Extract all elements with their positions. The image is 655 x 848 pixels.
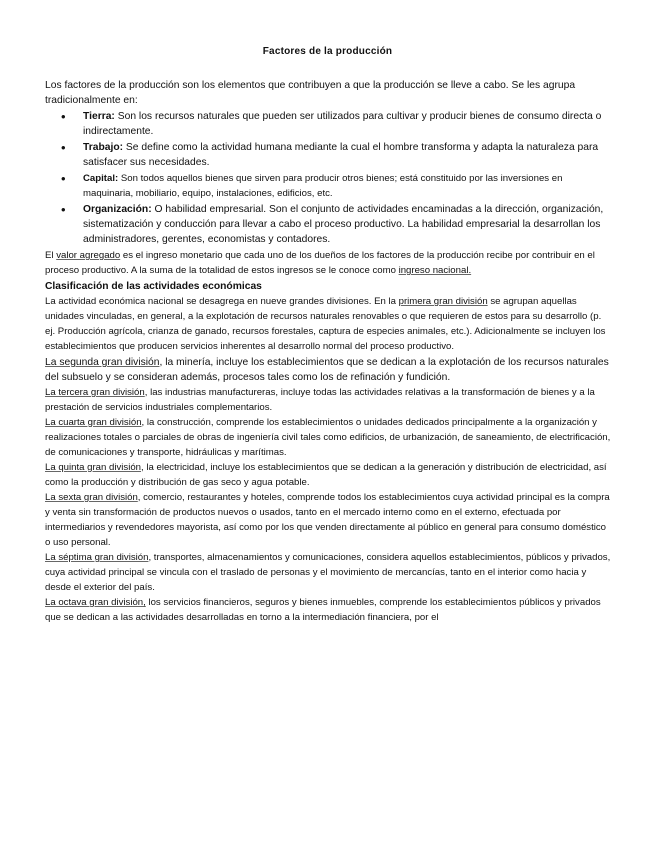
division-text: , la minería, incluye los establecimientos que se dedican a la explotación de los recursos naturales del subsuelo y se consideran además, procesos tales como los de refinación y fundición. xyxy=(45,357,609,383)
division-text: , comercio, restaurantes y hoteles, comprende todos los establecimientos cuya actividad principal es la compra y venta sin transformación de productos nuevos o usados, tanto en el mercado interno como en el externo, efectuada por intermediarios y revendedores mayorista, así como por los que venden directamente al público en general para consumo doméstico o uso personal. xyxy=(45,492,610,548)
division-text: , las industrias manufactureras, incluye todas las actividades relativas a la transformación de bienes y a la prestación de servicios industriales complementarios. xyxy=(45,387,595,413)
division-text: , transportes, almacenamientos y comunicaciones, considera aquellos establecimientos, públicos y privados, cuya actividad principal se vincula con el traslado de personas y el movimiento de mercancías, tanto en el interior como hacia y desde el exterior del país. xyxy=(45,552,611,593)
document-body xyxy=(45,78,611,625)
text-run: es el ingreso monetario que cada uno de los dueños de los factores de la producción recibe por contribuir en el proceso productivo. A la suma de la totalidad de estos ingresos se le conoce como xyxy=(45,250,595,276)
division-term: La sexta gran división xyxy=(45,492,138,503)
valor-agregado-term: valor agregado xyxy=(56,250,121,261)
factor-term: Capital: xyxy=(83,173,119,184)
text-run: se agrupan aquellas unidades vinculadas, en general, a la explotación de recursos naturales renovables o que requieren de estos para su desarrollo (p. ej. Producción agrícola, crianza de ganado, recursos forestales, captura de especies animales, etc.). Adicionalmente se incluyen los establecimientos que producen servicios inherentes al desarrollo normal del proceso productivo. xyxy=(45,296,606,352)
factor-text: Se define como la actividad humana mediante la cual el hombre transforma y adapta la naturaleza para satisfacer sus necesidades. xyxy=(83,142,599,168)
valor-agregado-paragraph xyxy=(45,248,611,278)
division-term: La octava gran división, xyxy=(45,597,146,608)
classification-heading: Clasificación de las actividades económicas xyxy=(45,281,262,292)
division-paragraph-octava xyxy=(45,595,611,625)
division-term: La tercera gran división xyxy=(45,387,145,398)
factor-item-organizacion xyxy=(83,202,611,247)
factor-item-capital xyxy=(83,171,611,201)
division-text: , la construcción, comprende los establecimientos o unidades dedicados principalmente a la organización y realizaciones totales o parciales de obras de ingeniería civil tales como edificios, de urbanización, de saneamiento, de electrificación, de comunicaciones y transporte, hidráulicas y marítimas. xyxy=(45,417,611,458)
division-text: los servicios financieros, seguros y bienes inmuebles, comprende los establecimientos públicos y privados que se dedican a las actividades desarrolladas en torno a la intermediación financiera, por el xyxy=(45,597,601,623)
factor-text: O habilidad empresarial. Son el conjunto de actividades encaminadas a la dirección, organización, sistematización y conducción para llevar a cabo el proceso productivo. La habilidad empresarial la desarrollan los administradores, gerentes, economistas y contadores. xyxy=(83,204,604,245)
division-term: La séptima gran división xyxy=(45,552,149,563)
factor-term: Tierra: xyxy=(83,111,115,122)
text-run: La actividad económica nacional se desagrega en nueve grandes divisiones. En la xyxy=(45,296,399,307)
division-paragraph-tercera xyxy=(45,385,611,415)
division-paragraph-segunda xyxy=(45,355,611,385)
factor-text: Son todos aquellos bienes que sirven para producir otros bienes; está constituido por las inversiones en maquinaria, mobiliario, equipo, instalaciones, edificios, etc. xyxy=(83,173,563,199)
intro-paragraph: Los factores de la producción son los elementos que contribuyen a que la producción se lleve a cabo. Se les agrupa tradicionalmente en: xyxy=(45,80,576,106)
division-text: , la electricidad, incluye los establecimientos que se dedican a la generación y distribución de electricidad, así como la producción y distribución de gas seco y agua potable. xyxy=(45,462,607,488)
division-term: La segunda gran división xyxy=(45,357,160,368)
classification-intro-paragraph xyxy=(45,294,611,354)
division-paragraph-septima xyxy=(45,550,611,595)
division-term: La quinta gran división xyxy=(45,462,142,473)
factor-item-trabajo xyxy=(83,140,611,170)
factor-term: Trabajo: xyxy=(83,142,124,153)
division-term: La cuarta gran división xyxy=(45,417,142,428)
document-title: Factores de la producción xyxy=(262,46,393,57)
factor-item-tierra xyxy=(83,109,611,139)
primera-division-term: primera gran división xyxy=(398,296,488,307)
text-run: El xyxy=(45,250,57,261)
division-paragraph-sexta xyxy=(45,490,611,550)
ingreso-nacional-term: ingreso nacional. xyxy=(398,265,472,276)
division-paragraph-quinta xyxy=(45,460,611,490)
factor-term: Organización: xyxy=(83,204,152,215)
factor-text: Son los recursos naturales que pueden ser utilizados para cultivar y producir bienes de consumo directa o indirectamente. xyxy=(83,111,602,137)
division-paragraph-cuarta xyxy=(45,415,611,460)
factors-list xyxy=(45,109,611,247)
